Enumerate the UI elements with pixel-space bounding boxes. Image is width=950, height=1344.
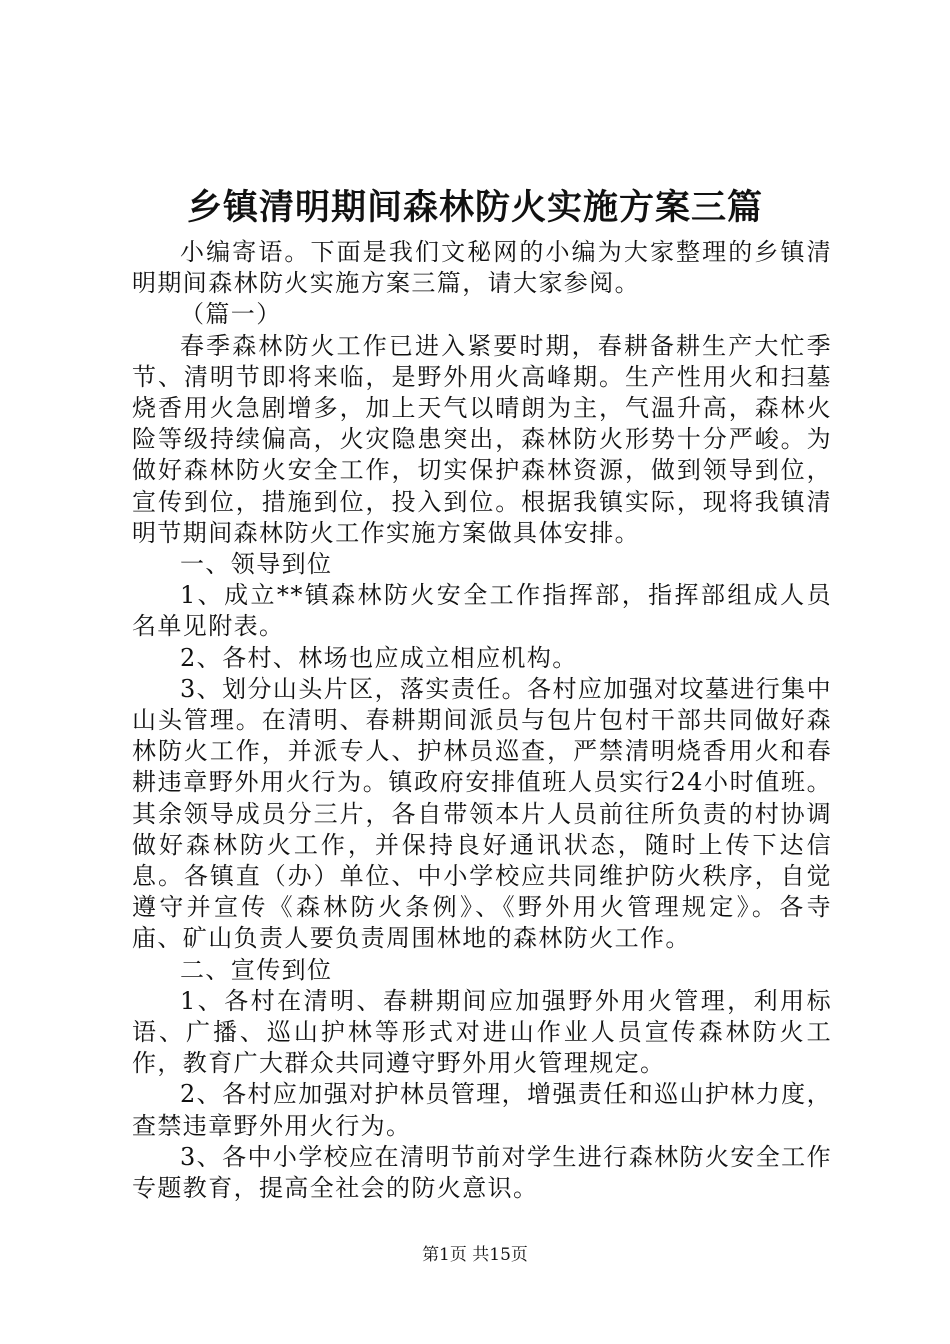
- paragraph-leadership-2: 2、各村、林场也应成立相应机构。: [180, 643, 578, 672]
- paragraph-publicity-2: 2、各村应加强对护林员管理，增强责任和巡山护林力度，查禁违章野外用火行为。: [132, 1080, 832, 1140]
- page-number-footer: 第1页 共15页: [422, 1245, 528, 1265]
- paragraph-part-one-heading: （篇一）: [180, 300, 282, 329]
- paragraph-leadership-3: 3、划分山头片区，落实责任。各村应加强对坟墓进行集中山头管理。在清明、春耕期间派员与包片包村干部共同做好森林防火工作，并派专人、护林员巡查，严禁清明烧香用火和春耕违章野外用火行为。镇政府安排值班人员实行24小时值班。其余领导成员分三片，各自带领本片人员前往所负责的村协调做好森林防火工作，并保持良好通讯状态，随时上传下达信息。各镇直（办）单位、中小学校应共同维护防火秩序，自觉遵守并宣传《森林防火条例》、《野外用火管理规定》。各寺庙、矿山负责人要负责周围林地的森林防火工作。: [132, 674, 832, 953]
- paragraph-leadership-1: 1、成立**镇森林防火安全工作指挥部，指挥部组成人员名单见附表。: [132, 581, 832, 641]
- paragraph-publicity-3: 3、各中小学校应在清明节前对学生进行森林防火安全工作专题教育，提高全社会的防火意识。: [132, 1142, 832, 1203]
- section-heading-leadership: 一、领导到位: [180, 550, 333, 579]
- document-body: [132, 237, 832, 1204]
- paragraph-overview: 春季森林防火工作已进入紧要时期，春耕备耕生产大忙季节、清明节即将来临，是野外用火高峰期。生产性用火和扫墓烧香用火急剧增多，加上天气以晴朗为主，气温升高，森林火险等级持续偏高，火灾隐患突出，森林防火形势十分严峻。为做好森林防火安全工作，切实保护森林资源，做到领导到位，宣传到位，措施到位，投入到位。根据我镇实际，现将我镇清明节期间森林防火工作实施方案做具体安排。: [132, 331, 832, 547]
- section-heading-publicity: 二、宣传到位: [180, 955, 333, 984]
- paragraph-intro: 小编寄语。下面是我们文秘网的小编为大家整理的乡镇清明期间森林防火实施方案三篇，请大家参阅。: [132, 238, 832, 298]
- document-title: 乡镇清明期间森林防火实施方案三篇: [186, 187, 763, 228]
- paragraph-publicity-1: 1、各村在清明、春耕期间应加强野外用火管理，利用标语、广播、巡山护林等形式对进山作业人员宣传森林防火工作，教育广大群众共同遵守野外用火管理规定。: [132, 986, 832, 1078]
